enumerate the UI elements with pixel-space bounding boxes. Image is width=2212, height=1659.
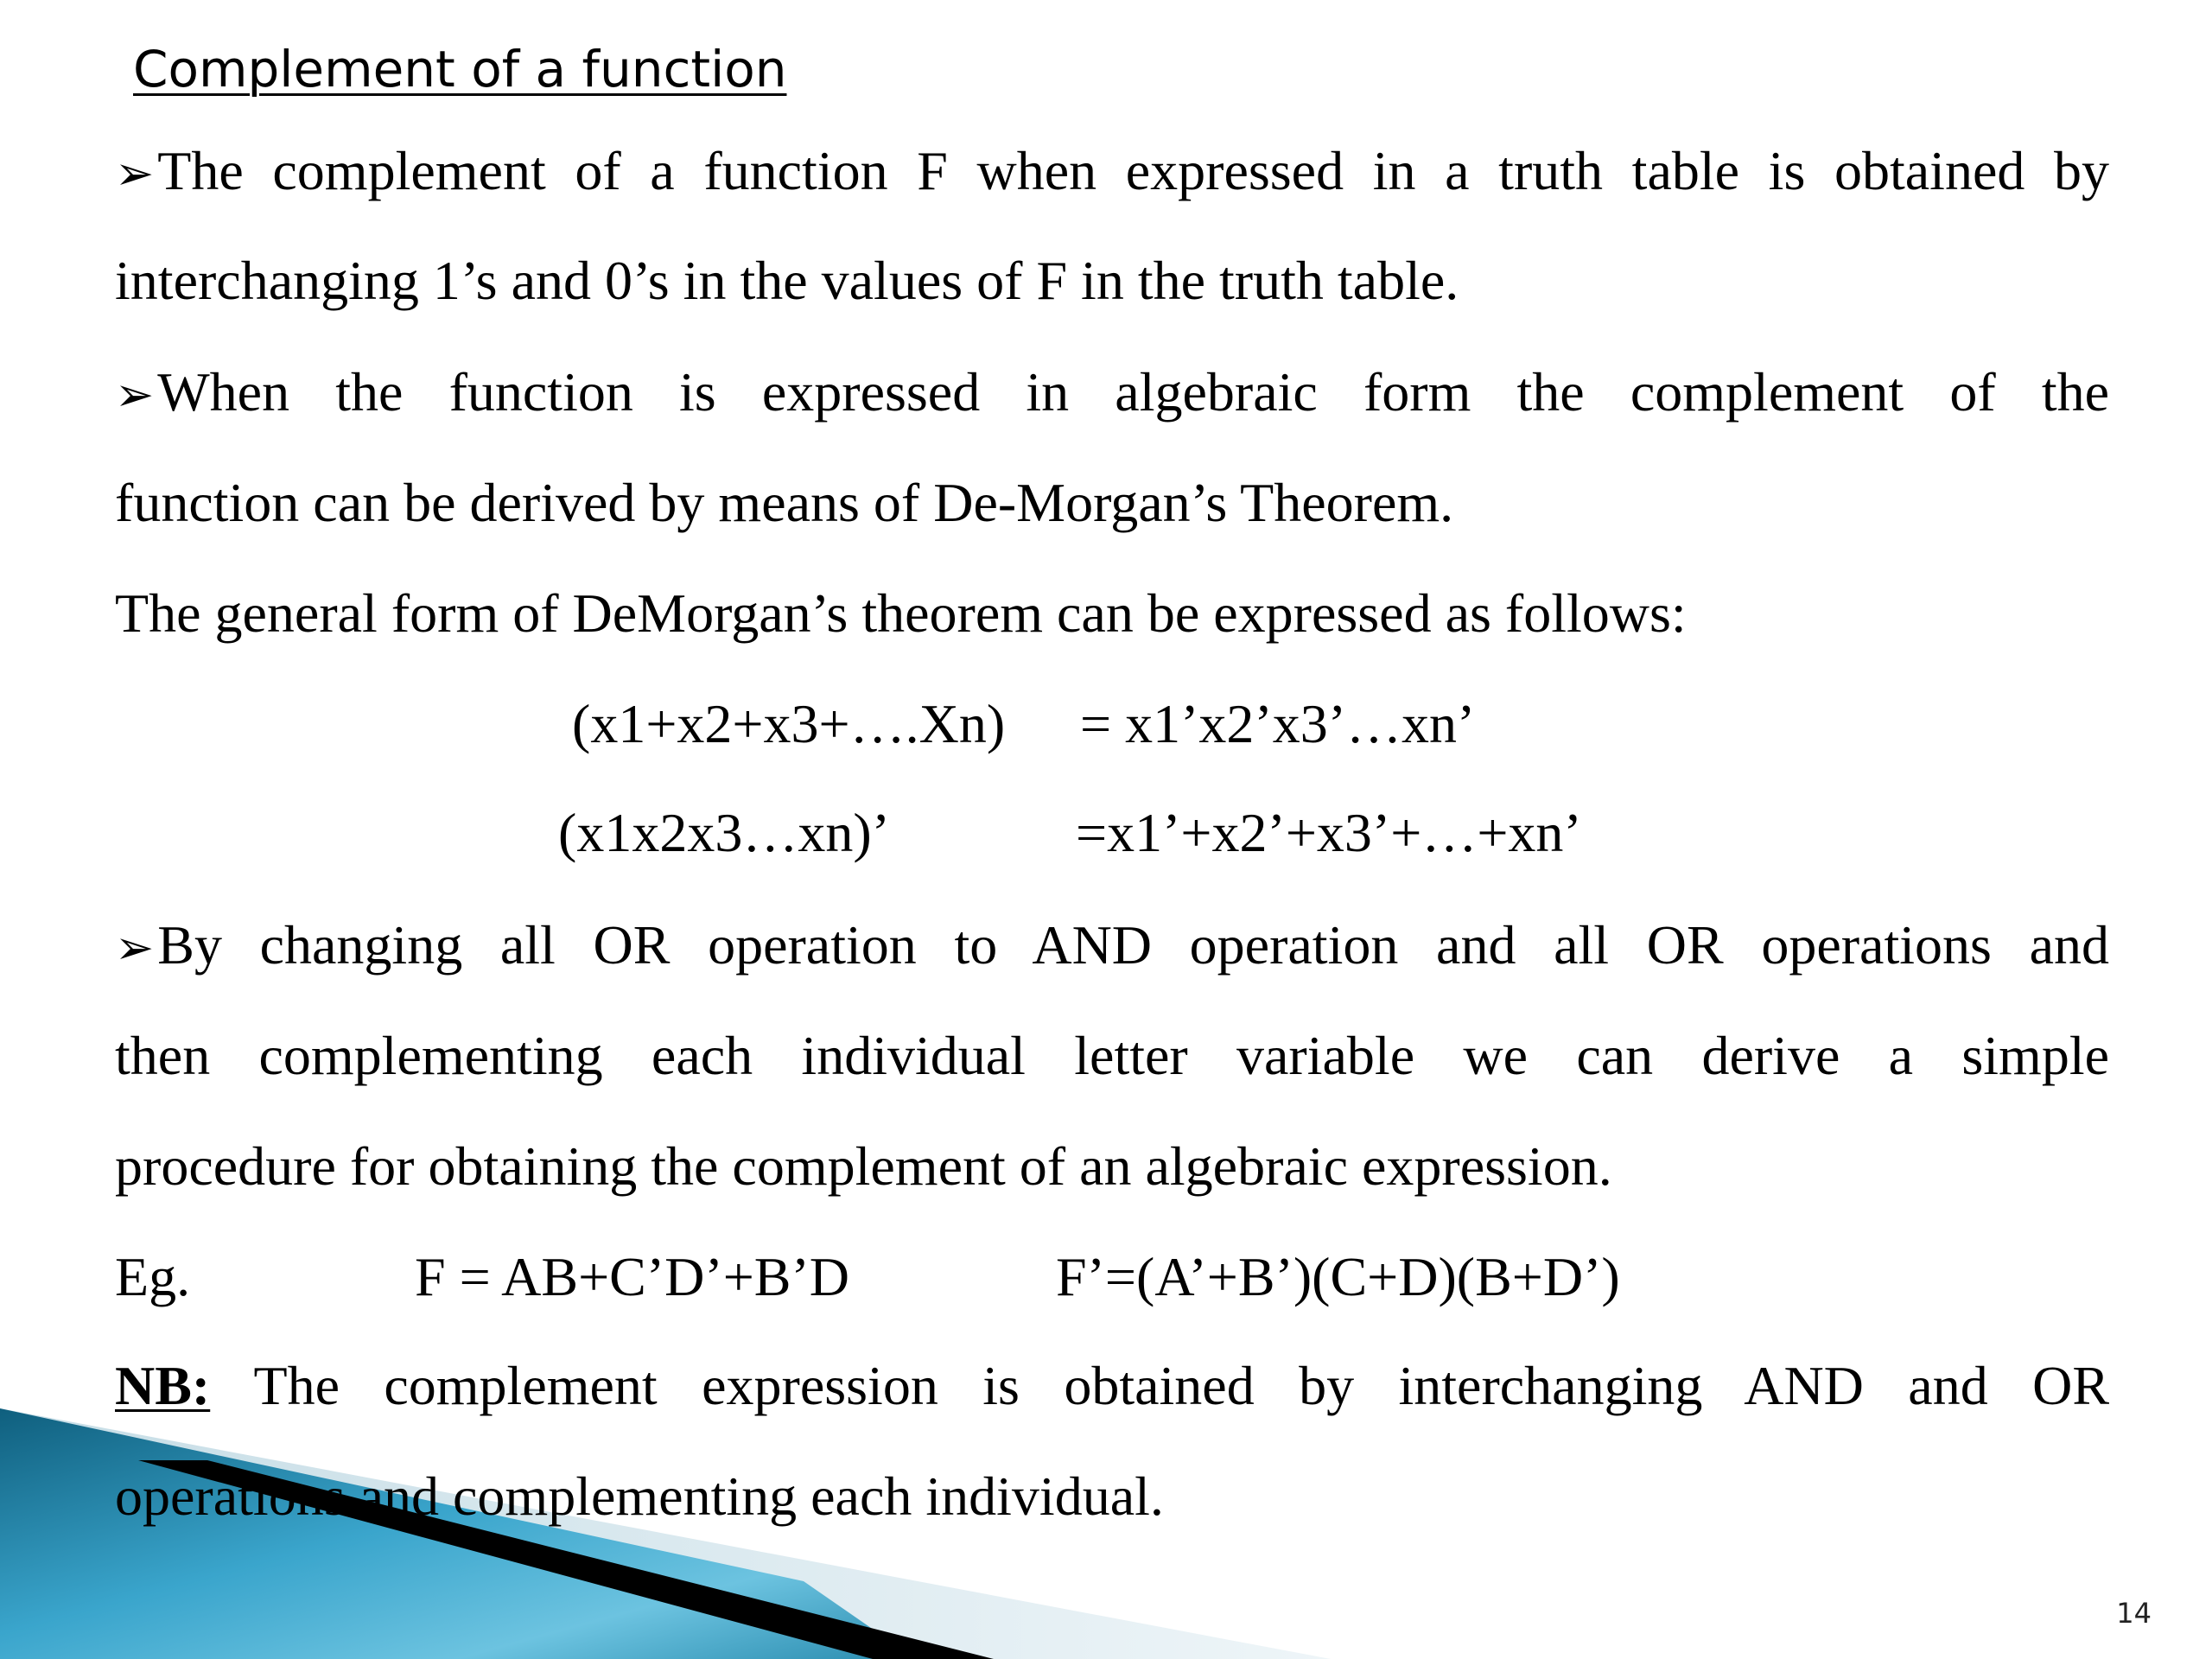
formula2-right: =x1’+x2’+x3’+…+xn’ (1076, 802, 1582, 863)
para3-line1-text: By changing all OR operation to AND operation and all OR operations and (157, 914, 2109, 976)
formula1-left: (x1+x2+x3+….Xn) (572, 693, 1006, 754)
para1-line1-text: The complement of a function F when expressed in a truth table is obtained by (157, 140, 2109, 201)
note-label: NB: (115, 1355, 211, 1416)
example-function: F = AB+C’D’+B’D (415, 1246, 849, 1307)
para3-line2: then complementing each individual letter variable we can derive a simple (115, 1025, 2109, 1086)
para1-line2: interchanging 1’s and 0’s in the values of F in the truth table. (115, 250, 1459, 311)
note-line2: operations and complementing each individual. (115, 1465, 1164, 1527)
formula2-left: (x1x2x3…xn)’ (558, 802, 890, 863)
example-complement: F’=(A’+B’)(C+D)(B+D’) (1056, 1246, 1620, 1307)
para1-line1 (115, 135, 2109, 207)
para2-line1-text: When the function is expressed in algebraic form the complement of the (157, 361, 2109, 423)
general-form-text: The general form of DeMorgan’s theorem can be expressed as follows: (115, 582, 1687, 644)
note-line1 (115, 1350, 2109, 1422)
para2-line2: function can be derived by means of De-Morgan’s Theorem. (115, 472, 1454, 533)
bullet-arrow-icon: ➢ (115, 146, 155, 200)
example-label: Eg. (115, 1246, 191, 1307)
slide-title: Complement of a function (133, 40, 787, 99)
formula1-right: = x1’x2’x3’…xn’ (1080, 693, 1476, 754)
para3-line3: procedure for obtaining the complement of an algebraic expression. (115, 1135, 1612, 1197)
page-number: 14 (2116, 1597, 2152, 1630)
para3-line1 (115, 909, 2109, 982)
para2-line1 (115, 356, 2109, 429)
bullet-arrow-icon: ➢ (115, 367, 155, 422)
bullet-arrow-icon: ➢ (115, 920, 155, 975)
note-line1-text: The complement expression is obtained by interchanging AND and OR (253, 1355, 2110, 1416)
